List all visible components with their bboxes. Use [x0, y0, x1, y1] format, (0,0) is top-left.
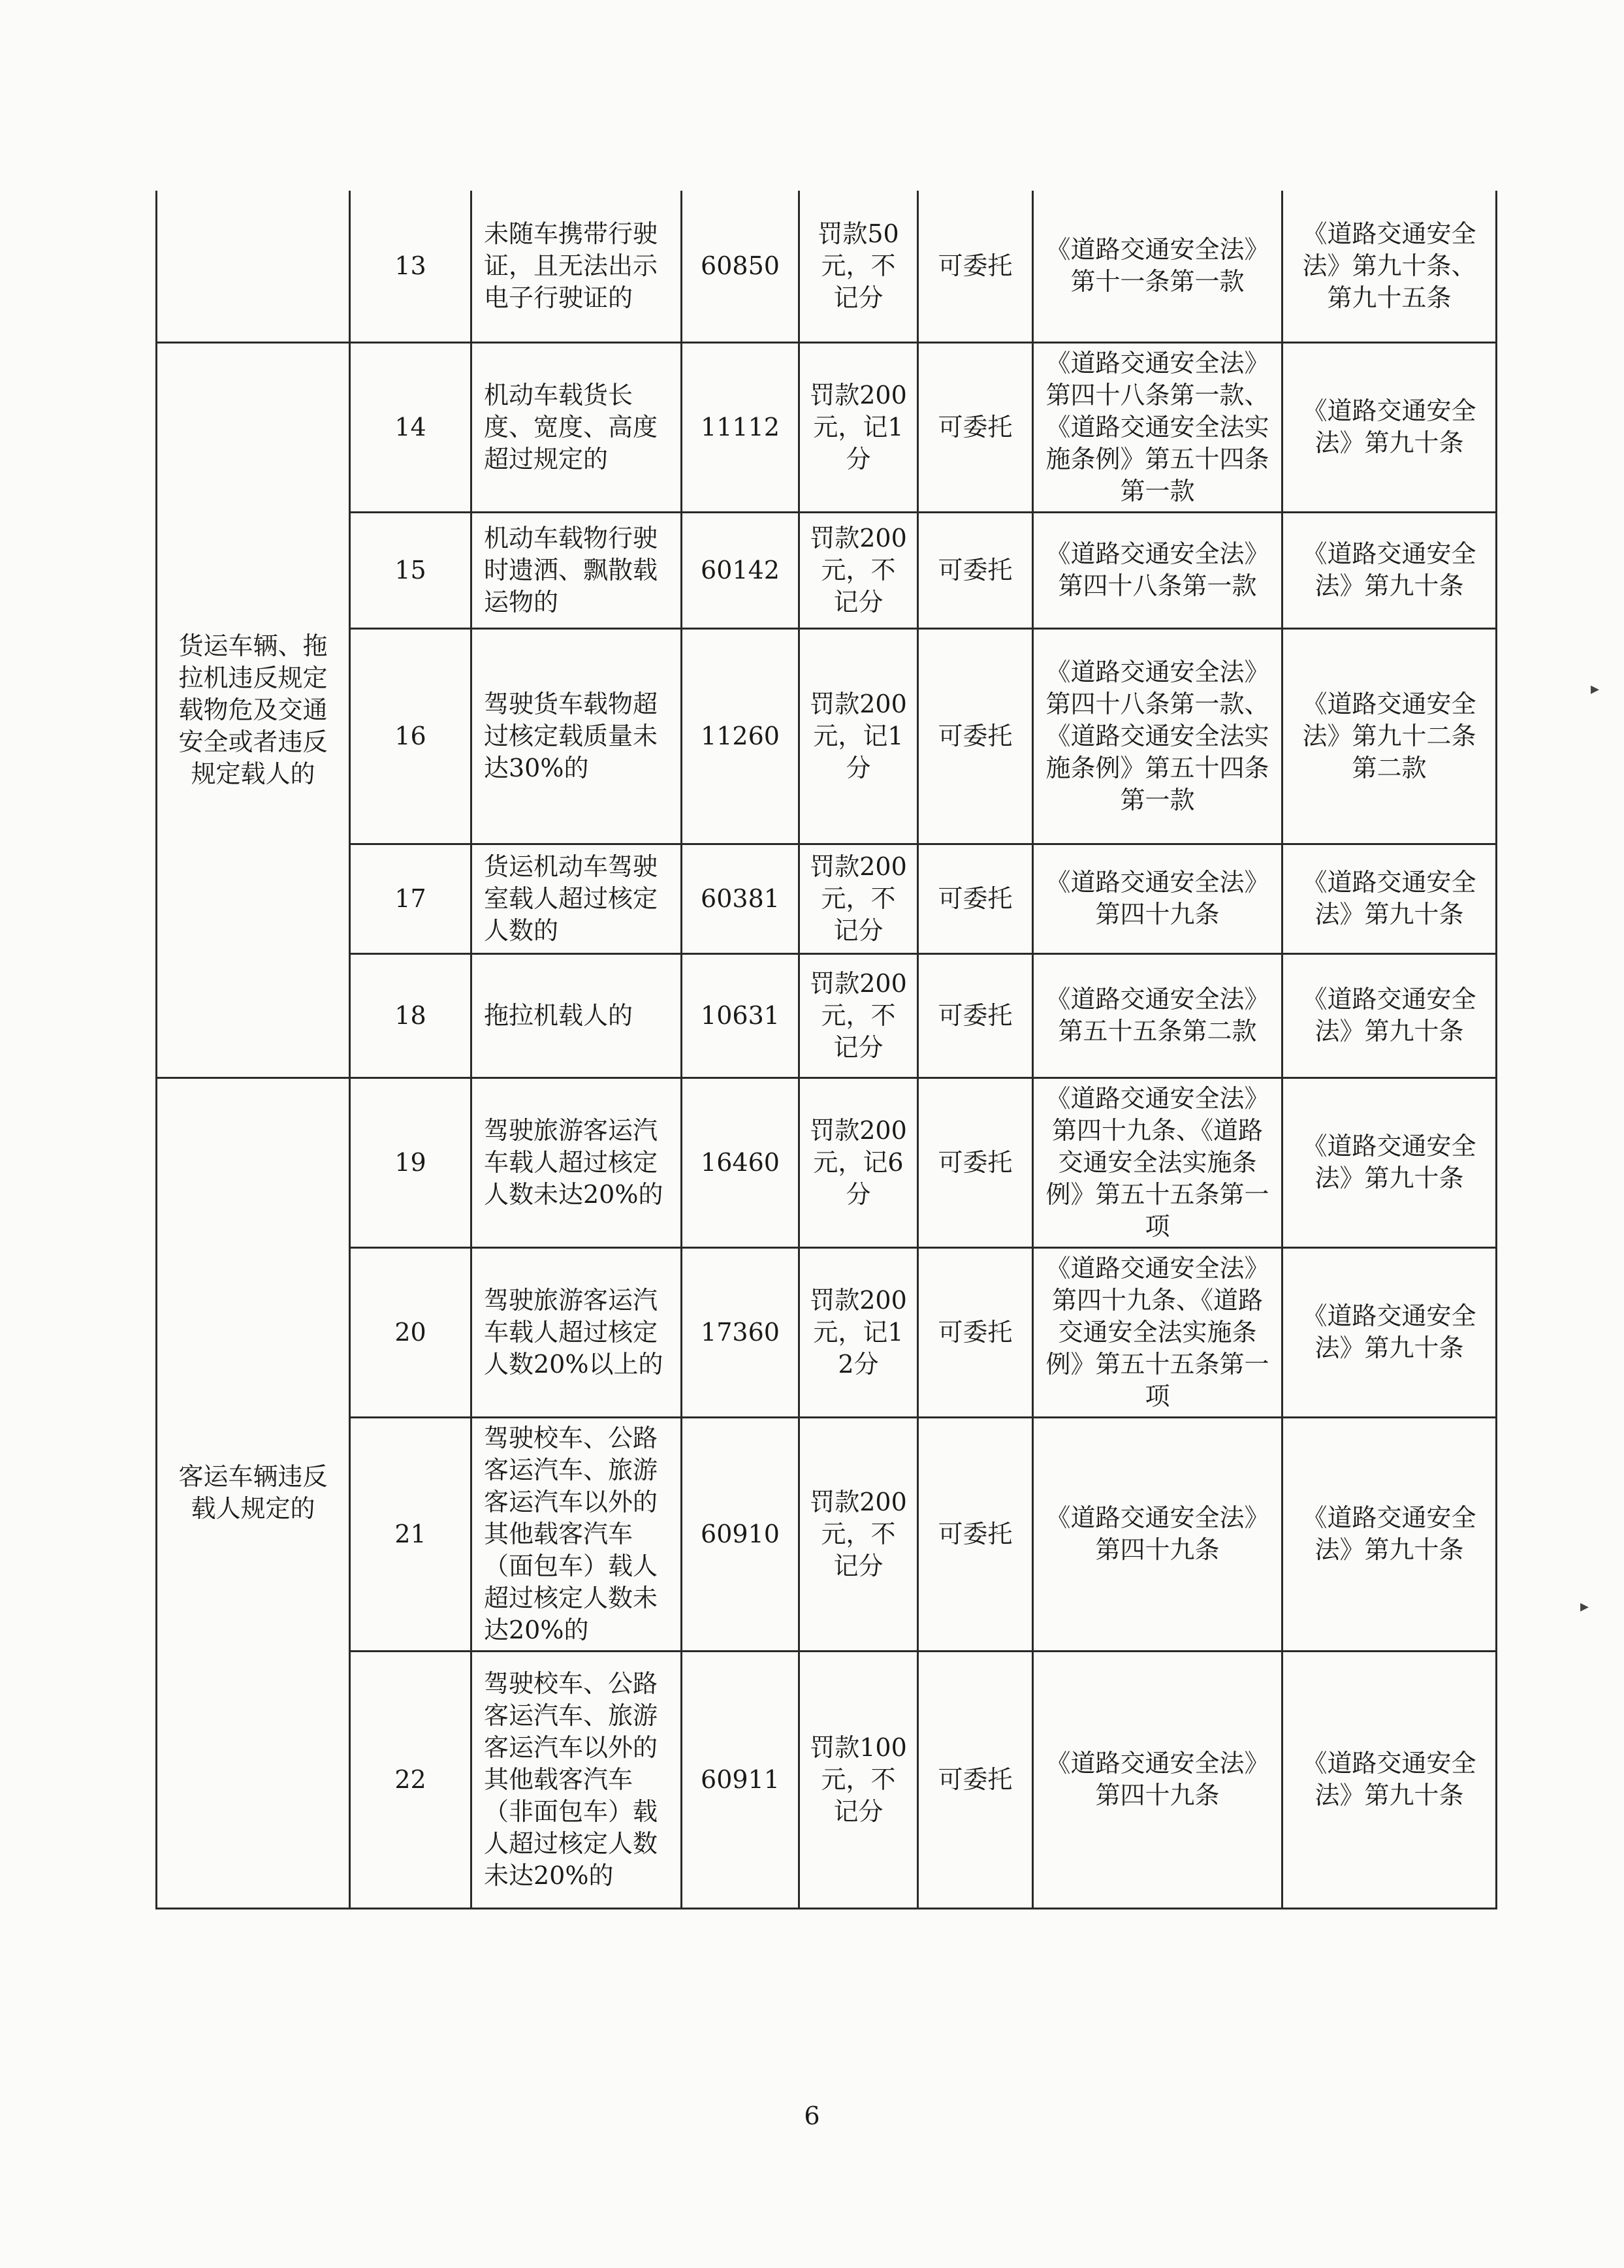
legal-basis: 《道路交通安全法》第十一条第一款: [1033, 191, 1282, 342]
penalty-basis: 《道路交通安全法》第九十条: [1282, 512, 1497, 628]
violation-behavior: 拖拉机载人的: [471, 953, 682, 1078]
violation-behavior: 驾驶旅游客运汽车载人超过核定人数未达20%的: [471, 1078, 682, 1247]
violation-code: 11260: [682, 628, 799, 844]
category-passenger: 客运车辆违反载人规定的: [157, 1078, 350, 1908]
penalty-basis: 《道路交通安全法》第九十条、第九十五条: [1282, 191, 1497, 342]
table-row: [157, 628, 1497, 844]
legal-basis: 《道路交通安全法》第四十九条: [1033, 1651, 1282, 1908]
penalty-amount: 罚款200元，不记分: [799, 1417, 918, 1651]
row-number: 21: [350, 1417, 471, 1651]
violation-behavior: 驾驶校车、公路客运汽车、旅游客运汽车以外的其他载客汽车（面包车）载人超过核定人数未达20%的: [471, 1417, 682, 1651]
penalty-table: [155, 191, 1497, 1909]
violation-behavior: 驾驶旅游客运汽车载人超过核定人数20%以上的: [471, 1247, 682, 1417]
violation-code: 17360: [682, 1247, 799, 1417]
violation-code: 60850: [682, 191, 799, 342]
row-number: 16: [350, 628, 471, 844]
row-number: 17: [350, 844, 471, 953]
violation-behavior: 未随车携带行驶证，且无法出示电子行驶证的: [471, 191, 682, 342]
legal-basis: 《道路交通安全法》第四十八条第一款、《道路交通安全法实施条例》第五十四条第一款: [1033, 342, 1282, 512]
page-number: 6: [804, 2101, 820, 2130]
delegation-status: 可委托: [918, 1078, 1033, 1247]
legal-basis: 《道路交通安全法》第四十八条第一款: [1033, 512, 1282, 628]
delegation-status: 可委托: [918, 1651, 1033, 1908]
delegation-status: 可委托: [918, 342, 1033, 512]
violation-code: 60911: [682, 1651, 799, 1908]
penalty-amount: 罚款200元，记12分: [799, 1247, 918, 1417]
penalty-amount: 罚款50元，不记分: [799, 191, 918, 342]
penalty-basis: 《道路交通安全法》第九十条: [1282, 1417, 1497, 1651]
violation-code: 60142: [682, 512, 799, 628]
table-row: [157, 191, 1497, 342]
penalty-amount: 罚款200元，不记分: [799, 953, 918, 1078]
table-row: [157, 1078, 1497, 1247]
legal-basis: 《道路交通安全法》第四十九条、《道路交通安全法实施条例》第五十五条第一项: [1033, 1078, 1282, 1247]
violation-behavior: 机动车载物行驶时遗洒、飘散载运物的: [471, 512, 682, 628]
row-number: 22: [350, 1651, 471, 1908]
legal-basis: 《道路交通安全法》第四十九条: [1033, 844, 1282, 953]
penalty-amount: 罚款200元，记1分: [799, 342, 918, 512]
scan-mark: ▸: [1580, 1597, 1589, 1616]
violation-code: 11112: [682, 342, 799, 512]
violation-code: 60910: [682, 1417, 799, 1651]
category-cargo: 货运车辆、拖拉机违反规定载物危及交通安全或者违反规定载人的: [157, 342, 350, 1078]
violation-behavior: 驾驶货车载物超过核定载质量未达30%的: [471, 628, 682, 844]
delegation-status: 可委托: [918, 844, 1033, 953]
legal-basis: 《道路交通安全法》第四十九条: [1033, 1417, 1282, 1651]
penalty-basis: 《道路交通安全法》第九十二条第二款: [1282, 628, 1497, 844]
table-row: [157, 342, 1497, 512]
row-number: 20: [350, 1247, 471, 1417]
category-cell-empty: [157, 191, 350, 342]
legal-basis: 《道路交通安全法》第四十八条第一款、《道路交通安全法实施条例》第五十四条第一款: [1033, 628, 1282, 844]
violation-behavior: 驾驶校车、公路客运汽车、旅游客运汽车以外的其他载客汽车（非面包车）载人超过核定人数未达20%的: [471, 1651, 682, 1908]
table-row: [157, 1651, 1497, 1908]
legal-basis: 《道路交通安全法》第四十九条、《道路交通安全法实施条例》第五十五条第一项: [1033, 1247, 1282, 1417]
delegation-status: 可委托: [918, 1247, 1033, 1417]
row-number: 14: [350, 342, 471, 512]
delegation-status: 可委托: [918, 1417, 1033, 1651]
penalty-basis: 《道路交通安全法》第九十条: [1282, 953, 1497, 1078]
violation-code: 16460: [682, 1078, 799, 1247]
table-row: [157, 844, 1497, 953]
violation-behavior: 货运机动车驾驶室载人超过核定人数的: [471, 844, 682, 953]
delegation-status: 可委托: [918, 628, 1033, 844]
penalty-amount: 罚款200元，不记分: [799, 844, 918, 953]
penalty-amount: 罚款100元，不记分: [799, 1651, 918, 1908]
delegation-status: 可委托: [918, 512, 1033, 628]
scan-mark: ▸: [1591, 679, 1600, 699]
row-number: 13: [350, 191, 471, 342]
penalty-basis: 《道路交通安全法》第九十条: [1282, 1651, 1497, 1908]
delegation-status: 可委托: [918, 191, 1033, 342]
penalty-amount: 罚款200元，记6分: [799, 1078, 918, 1247]
penalty-basis: 《道路交通安全法》第九十条: [1282, 844, 1497, 953]
penalty-basis: 《道路交通安全法》第九十条: [1282, 342, 1497, 512]
delegation-status: 可委托: [918, 953, 1033, 1078]
penalty-amount: 罚款200元，不记分: [799, 512, 918, 628]
table-row: [157, 1247, 1497, 1417]
row-number: 15: [350, 512, 471, 628]
table-row: [157, 512, 1497, 628]
penalty-basis: 《道路交通安全法》第九十条: [1282, 1078, 1497, 1247]
legal-basis: 《道路交通安全法》第五十五条第二款: [1033, 953, 1282, 1078]
violation-behavior: 机动车载货长度、宽度、高度超过规定的: [471, 342, 682, 512]
violation-code: 60381: [682, 844, 799, 953]
row-number: 19: [350, 1078, 471, 1247]
table-row: [157, 953, 1497, 1078]
penalty-basis: 《道路交通安全法》第九十条: [1282, 1247, 1497, 1417]
penalty-amount: 罚款200元，记1分: [799, 628, 918, 844]
table-row: [157, 1417, 1497, 1651]
row-number: 18: [350, 953, 471, 1078]
violation-code: 10631: [682, 953, 799, 1078]
